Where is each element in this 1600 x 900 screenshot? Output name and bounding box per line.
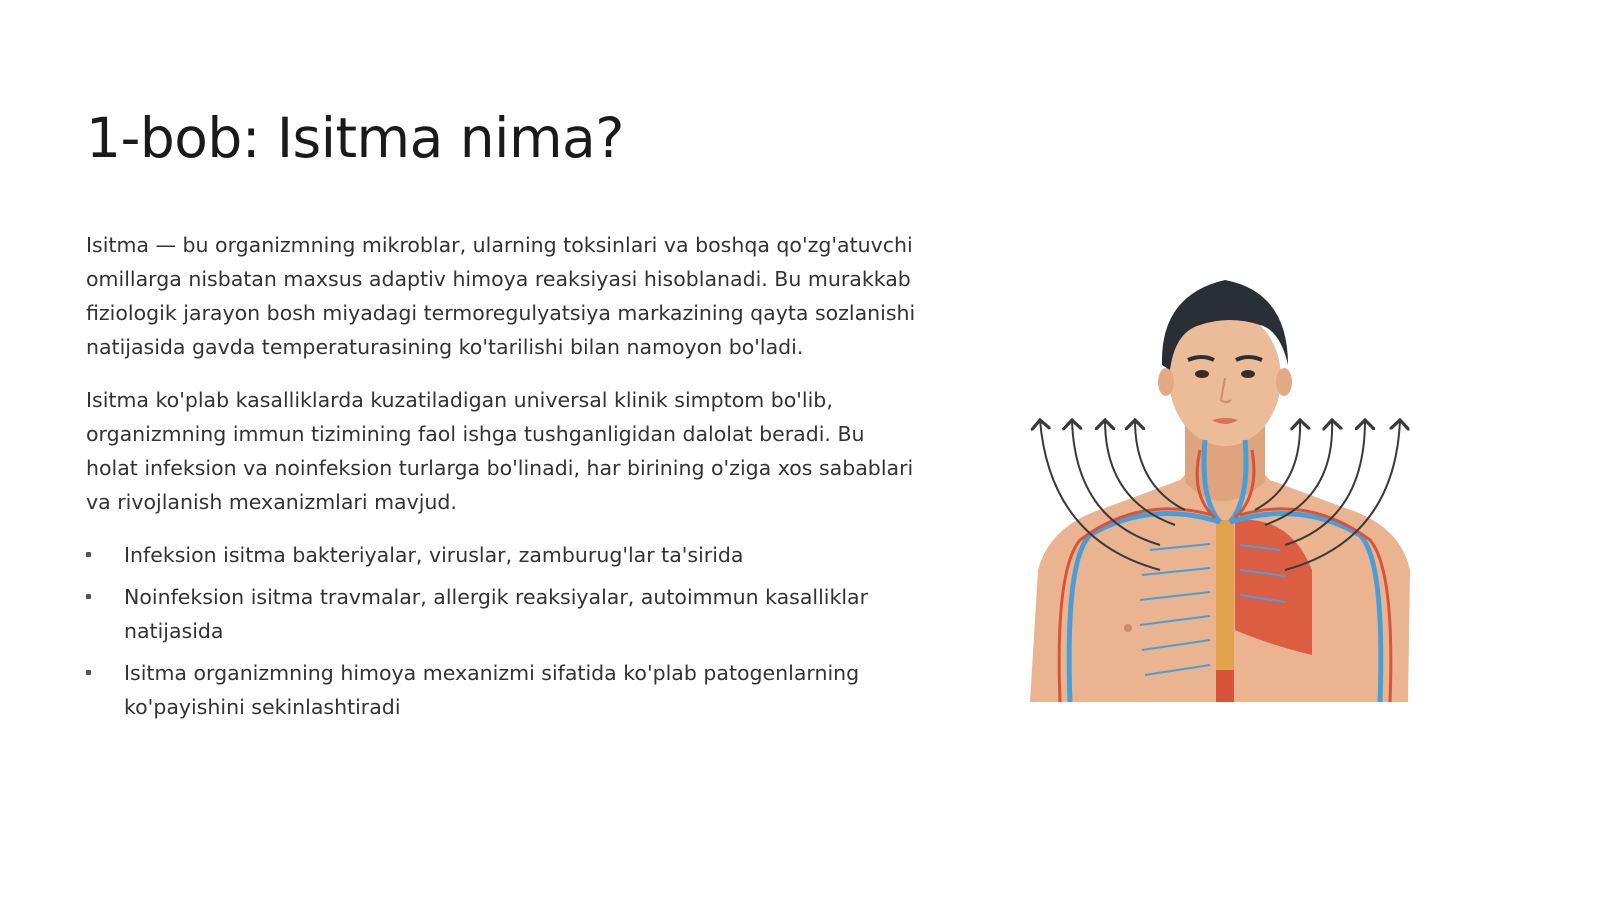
paragraph-2: Isitma ko'plab kasalliklarda kuzatiladigan universal klinik simptom bo'lib, organizmning immun tizimining faol ishga tushganligidan dalolat beradi. Bu holat infeksion va noinfeksion turlarga bo'linadi, har birining o'ziga xos sabablari va rivojlanish mexanizmlari mavjud. bbox=[86, 388, 914, 514]
paragraph-1: Isitma — bu organizmning mikroblar, ularning toksinlari va boshqa qo'zg'atuvchi omillarga nisbatan maxsus adaptiv himoya reaksiyasi hisoblanadi. Bu murakkab fiziologik jarayon bosh miyadagi termoregulyatsiya markazining qayta sozlanishi natijasida gavda temperaturasining ko'tarilishi bilan namoyon bo'ladi. bbox=[86, 233, 916, 359]
bullet-dot-icon bbox=[86, 594, 91, 599]
human-torso-heat-radiation-illustration bbox=[1030, 270, 1440, 720]
bullet-dot-icon bbox=[86, 670, 91, 675]
right-ear bbox=[1276, 368, 1292, 396]
bullet-text: Infeksion isitma bakteriyalar, viruslar, zamburug'lar ta'sirida bbox=[124, 543, 744, 567]
left-ear bbox=[1158, 368, 1174, 396]
nipple bbox=[1124, 624, 1132, 632]
left-eye bbox=[1195, 370, 1209, 378]
spine-base bbox=[1216, 670, 1234, 702]
right-eye bbox=[1241, 370, 1255, 378]
slide-title: 1-bob: Isitma nima? bbox=[86, 106, 624, 170]
slide-content bbox=[86, 228, 916, 732]
bullet-item bbox=[86, 538, 916, 572]
bullet-text: Noinfeksion isitma travmalar, allergik reaksiyalar, autoimmun kasalliklar natijasida bbox=[124, 585, 869, 643]
bullet-item bbox=[86, 580, 916, 648]
bullet-item bbox=[86, 656, 916, 724]
bullet-dot-icon bbox=[86, 552, 91, 557]
bullet-text: Isitma organizmning himoya mexanizmi sifatida ko'plab patogenlarning ko'payishini sekinlashtiradi bbox=[124, 661, 860, 719]
bullet-list bbox=[86, 538, 916, 724]
